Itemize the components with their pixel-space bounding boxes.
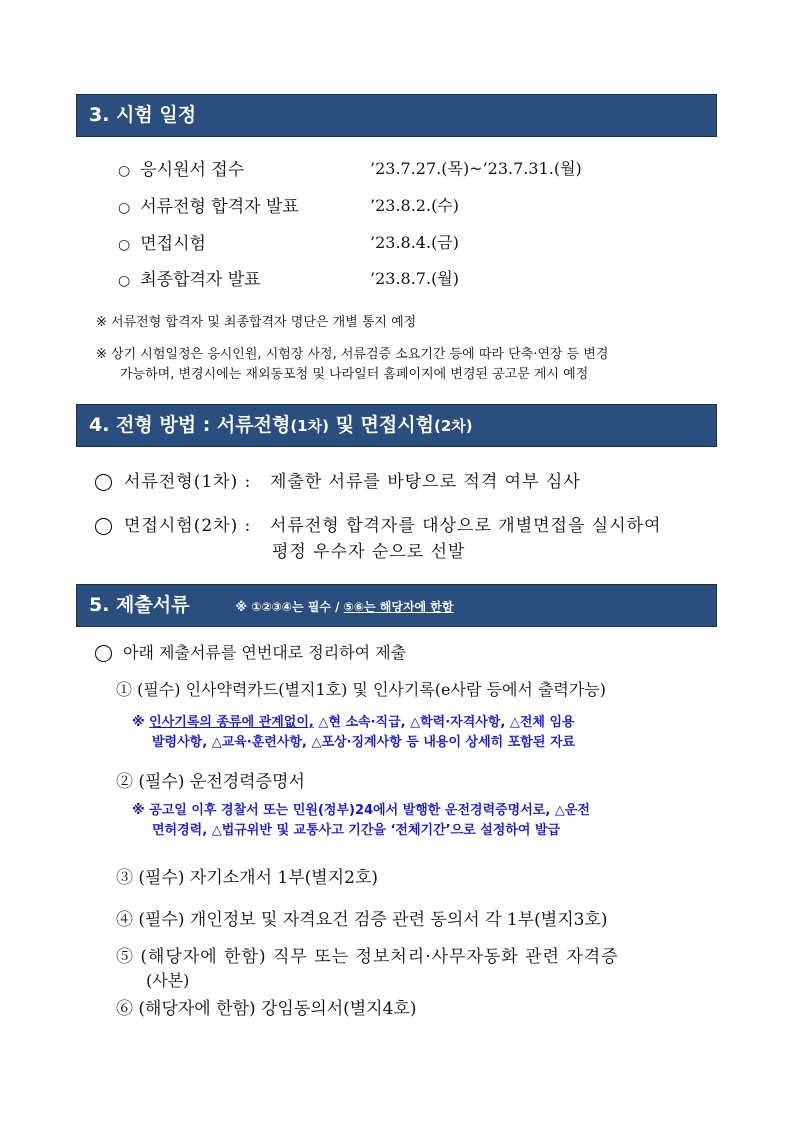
document-item-2-note: ※ 공고일 이후 경찰서 또는 민원(정부)24에서 발행한 운전경력증명서로, △운전 (132, 803, 590, 818)
schedule-row-3 (118, 229, 206, 254)
circle-bullet-icon: ○ (118, 237, 131, 253)
document-item-3: ③ (필수) 자기소개서 1부(별지2호) (116, 868, 379, 888)
document-item-1-note-cont: 발령사항, △교육·훈련사항, △포상·징계사항 등 내용이 상세히 포함된 자료 (152, 735, 576, 750)
document-item-5: ⑤ (해당자에 한함) 직무 또는 정보처리·사무자동화 관련 자격증 (116, 947, 619, 967)
circle-bullet-icon: ◯ (94, 643, 114, 663)
note-text: ※ (132, 715, 150, 730)
document-item-4: ④ (필수) 개인정보 및 자격요건 검증 관련 동의서 각 1부(별지3호) (116, 910, 608, 930)
note-underlined-text: ⑤⑥는 해당자에 한함 (343, 600, 454, 614)
method-text: 제출한 서류를 바탕으로 적격 여부 심사 (270, 472, 581, 492)
circle-bullet-icon: ○ (118, 200, 131, 216)
schedule-date: ’23.8.7.(월) (370, 269, 460, 288)
document-item-1: ① (필수) 인사약력카드(별지1호) 및 인사기록(e사람 등에서 출력가능) (116, 680, 607, 699)
note-text: △현 소속·직급, △학력·자격사항, △전체 임용 (313, 715, 575, 730)
intro-text: 아래 제출서류를 연번대로 정리하여 제출 (123, 643, 407, 662)
section-5-header (76, 584, 717, 627)
schedule-notice-2: ※ 상기 시험일정은 응시인원, 시험장 사정, 서류검증 소요기간 등에 따라 단축·연장 등 변경 (96, 347, 609, 362)
section-4-title: 4. 전형 방법 : 서류전형 (89, 414, 291, 436)
schedule-date: ’23.8.2.(수) (370, 196, 460, 215)
section-3-header (76, 94, 717, 137)
circle-bullet-icon: ◯ (94, 516, 115, 536)
method-item-2 (94, 511, 251, 536)
method-label: 서류전형(1차) : (124, 472, 252, 492)
document-item-6: ⑥ (해당자에 한함) 강임동의서(별지4호) (116, 999, 417, 1019)
method-item-1 (94, 467, 251, 492)
section-4-title-part: (2차) (433, 417, 473, 435)
document-item-2: ② (필수) 운전경력증명서 (116, 772, 305, 792)
document-item-2-note-cont: 면허경력, △법규위반 및 교통사고 기간을 ‘전체기간’으로 설정하여 발급 (152, 823, 561, 838)
method-label: 면접시험(2차) : (124, 516, 252, 536)
schedule-row-2 (118, 192, 299, 217)
note-text: ※ ①②③④는 필수 / (235, 600, 344, 614)
section-4-title-part: 및 면접시험 (328, 414, 434, 436)
schedule-label: 최종합격자 발표 (140, 270, 261, 290)
circle-bullet-icon: ○ (118, 273, 131, 289)
section-4-header (76, 404, 717, 447)
method-text-cont: 평정 우수자 순으로 선발 (272, 542, 466, 562)
schedule-date: ’23.7.27.(목)~’23.7.31.(월) (370, 159, 582, 178)
schedule-notice-2-cont: 가능하며, 변경시에는 재외동포청 및 나라일터 홈페이지에 변경된 공고문 게시 예정 (120, 367, 589, 382)
section-5-note (235, 600, 453, 614)
schedule-label: 응시원서 접수 (140, 160, 245, 180)
schedule-notice-1: ※ 서류전형 합격자 및 최종합격자 명단은 개별 통지 예정 (96, 315, 417, 330)
schedule-row-1 (118, 155, 244, 180)
documents-intro (94, 640, 406, 663)
schedule-row-4 (118, 265, 261, 290)
section-5-title: 5. 제출서류 (89, 594, 190, 616)
note-underlined-text: 인사기록의 종류에 관계없이, (149, 715, 314, 730)
schedule-label: 서류전형 합격자 발표 (140, 197, 299, 217)
method-text: 서류전형 합격자를 대상으로 개별면접을 실시하여 (270, 516, 662, 536)
circle-bullet-icon: ○ (118, 163, 131, 179)
circle-bullet-icon: ◯ (94, 472, 115, 492)
section-3-title: 3. 시험 일정 (89, 104, 197, 126)
schedule-label: 면접시험 (140, 234, 206, 254)
schedule-date: ’23.8.4.(금) (370, 233, 460, 252)
document-item-1-note (132, 711, 575, 730)
section-4-title-part: (1차) (290, 417, 329, 435)
document-item-5-cont: (사본) (146, 971, 190, 990)
